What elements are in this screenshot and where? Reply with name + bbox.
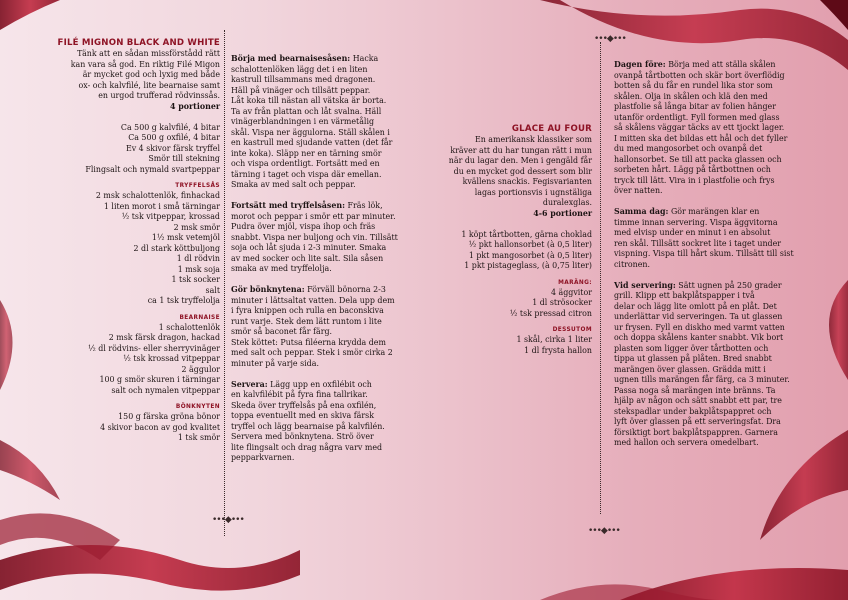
instruction-line — [231, 212, 409, 223]
instruction-line — [231, 243, 409, 254]
ingredient-item: Ev 4 skivor färsk tryffel — [125, 143, 220, 153]
subheading-bearnaise: BEARNAISE — [179, 314, 220, 321]
ingredient-item: Ca 500 g kalvfilé, 4 bitar — [120, 122, 220, 132]
ingredient-item: ½ tsk krossad vitpeppar — [123, 354, 220, 363]
instruction-heading: Samma dag: — [614, 207, 669, 216]
ingredient-item: Flingsalt och nymald svartpeppar — [85, 164, 220, 174]
ingredient-item: 1 liten morot i små tärningar — [103, 201, 220, 211]
instruction-line — [231, 201, 409, 212]
ornament-divider: •••◆••• — [594, 34, 626, 44]
instruction-text: med elvisp under en minut i en absolut — [614, 228, 771, 237]
ingredient-list — [46, 412, 220, 444]
instruction-text: morot och peppar i smör ett par minuter. — [231, 211, 396, 221]
instruction-text: marängen över glassen. Grädda mitt i — [614, 364, 766, 374]
instruction-line — [231, 380, 409, 391]
instruction-section — [614, 60, 798, 197]
instruction-line — [614, 281, 798, 292]
instruction-text: du med mangosorbet och ovanpå det — [614, 144, 763, 153]
instruction-text: lite flingsalt och drag några varv med — [231, 442, 383, 452]
ingredient-item: 1½ msk vetemjöl — [151, 233, 220, 242]
instruction-section — [614, 281, 798, 449]
ingredient-list — [419, 230, 592, 272]
instruction-line — [231, 117, 409, 128]
instruction-text: I mitten ska det bildas ett hål och det fyller — [614, 133, 788, 143]
instruction-text: en kalvfilébit på fyra fina tallrikar. — [231, 390, 368, 399]
instruction-line — [614, 134, 798, 145]
ingredient-item: ½ pkt hallonsorbet (à 0,5 liter) — [468, 240, 592, 249]
instruction-line — [231, 233, 409, 244]
recipe-intro — [419, 135, 592, 209]
instruction-line — [614, 165, 798, 176]
instruction-section — [231, 54, 409, 191]
instruction-text: tärning i taget och vispa där emellan. — [231, 169, 382, 179]
ingredient-item: 1 schalottenlök — [158, 322, 220, 332]
instruction-line — [614, 102, 798, 113]
instruction-text: tryck till lätt. Vira in i plastfolie och frys — [614, 175, 775, 185]
ingredient-item: 2 msk färsk dragon, hackad — [108, 333, 220, 342]
instruction-text: med hallon och servera omedelbart. — [614, 438, 759, 447]
instruction-line — [614, 312, 798, 323]
intro-line: är mycket god och lyxig med både — [82, 70, 220, 79]
instruction-line — [614, 396, 798, 407]
ingredient-item: 1 dl strösocker — [532, 298, 592, 307]
instruction-text: ren skål. Tillsätt sockret lite i taget under — [614, 238, 782, 248]
instruction-text: Fräs lök, — [345, 201, 383, 210]
ingredient-list — [46, 323, 220, 397]
instruction-text: citronen. — [614, 259, 650, 269]
instruction-text: Pudra över mjöl, vispa ihop och fräs — [231, 222, 376, 231]
instruction-line — [231, 401, 409, 412]
ornament-divider: •••◆••• — [212, 515, 244, 525]
instruction-text: snabbt. Vispa ner buljong och vin. Tillsätt — [231, 232, 398, 242]
instruction-line — [231, 96, 409, 107]
intro-line: kvällens snackis. Fegisvarianten — [462, 177, 592, 186]
instruction-text: smör så baconet får färg. — [231, 327, 333, 336]
intro-line: kräver att du har tungan rätt i mun — [450, 145, 592, 155]
instruction-text: minuter på varje sida. — [231, 358, 319, 368]
instruction-text: toppa eventuellt med en skiva färsk — [231, 411, 374, 420]
instruction-text: Häll på vinäger och tillsätt peppar. — [231, 85, 371, 95]
subheading-dessutom: DESSUTOM — [552, 327, 592, 333]
ingredient-list — [46, 191, 220, 307]
instruction-line — [231, 222, 409, 233]
instruction-text: försiktigt bort bakplåtspappren. Garnera — [614, 427, 778, 437]
instruction-line — [614, 113, 798, 124]
instruction-heading: Vid servering: — [614, 280, 676, 290]
ingredient-item: ca 1 tsk tryffelolja — [147, 296, 220, 305]
ingredient-item: Smör till stekning — [148, 154, 220, 163]
instruction-text: Skeda över tryffelsås på ena oxfilén, — [231, 400, 377, 410]
instruction-line — [614, 228, 798, 239]
instruction-line — [231, 338, 409, 349]
instruction-text: hallonsorbet. Se till att packa glassen och — [614, 154, 782, 164]
instruction-line — [231, 107, 409, 118]
instruction-text: Passa noga så marängen inte bränns. Ta — [614, 385, 776, 395]
instruction-line — [614, 323, 798, 334]
recipe-title: FILÉ MIGNON BLACK AND WHITE — [57, 38, 220, 48]
instruction-line — [231, 254, 409, 265]
instruction-line — [614, 417, 798, 428]
ingredient-item: 2 dl stark köttbuljong — [133, 243, 220, 253]
instruction-line — [231, 327, 409, 338]
instruction-line — [231, 348, 409, 359]
instruction-line — [614, 207, 798, 218]
instruction-heading: Fortsätt med tryffelsåsen: — [231, 201, 346, 210]
instruction-text: och vispa ordentligt. Fortsätt med en — [231, 159, 380, 168]
instruction-line — [614, 176, 798, 187]
instruction-line — [231, 443, 409, 454]
ingredient-list — [419, 288, 592, 320]
instruction-line — [231, 432, 409, 443]
intro-line: när du lagar den. Men i gengäld får — [448, 156, 592, 165]
ingredient-item: 2 msk smör — [173, 222, 220, 232]
instruction-line — [614, 155, 798, 166]
ingredient-item: 1 skål, cirka 1 liter — [516, 335, 592, 344]
instruction-text: tippa ut glassen på plåten. Bred snabbt — [614, 354, 772, 363]
ingredient-item: 2 äggulor — [181, 364, 220, 374]
instruction-text: kastrull tillsammans med dragonen. — [231, 75, 376, 84]
instruction-line — [614, 365, 798, 376]
instruction-line — [614, 92, 798, 103]
instruction-text: grill. Klipp ett bakplåtspapper i två — [614, 291, 755, 300]
instruction-text: och doppa skålens kanter snabbt. Vik bort — [614, 333, 784, 342]
ingredient-item: 1 dl rödvin — [176, 254, 220, 263]
instruction-line — [231, 75, 409, 86]
subheading-marang: MARÄNG: — [558, 279, 592, 286]
ingredient-item: 4 äggvitor — [550, 287, 592, 297]
instruction-text: Gör marängen klar en — [668, 207, 760, 216]
portions: 4 portioner — [170, 101, 220, 111]
instruction-line — [231, 317, 409, 328]
instruction-line — [231, 86, 409, 97]
instruction-text: Ta av från plattan och låt svalna. Häll — [231, 106, 382, 116]
ingredient-item: 2 msk schalottenlök, finhackad — [95, 191, 220, 200]
instruction-text: Servera med bönknytena. Strö över — [231, 432, 374, 441]
instruction-line — [231, 138, 409, 149]
ingredient-item: salt — [205, 285, 220, 295]
instruction-text: ugnen tills marängen får färg, ca 3 minuter. — [614, 375, 790, 384]
ingredient-item: 150 g färska gröna bönor — [118, 412, 220, 421]
ingredient-item: 1 pkt mangosorbet (à 0,5 liter) — [468, 250, 592, 260]
instruction-line — [231, 453, 409, 464]
instruction-section — [231, 285, 409, 369]
subheading-tryffelsas: TRYFFELSÅS — [175, 183, 220, 189]
instruction-text: över natten. — [614, 186, 663, 195]
instruction-text: Lägg upp en oxfilébit och — [267, 379, 372, 389]
ingredient-item: 1 pkt pistageglass, (à 0,75 liter) — [464, 261, 592, 270]
instruction-text: Förväll bönorna 2-3 — [304, 285, 386, 294]
instruction-text: Låt koka till nästan all vätska är borta. — [231, 96, 387, 105]
instruction-text: underlättar vid serveringen. Ta ut glassen — [614, 312, 783, 321]
instruction-line — [614, 144, 798, 155]
instruction-text: tryffel och lägg bearnaise på kalvfilén. — [231, 421, 385, 431]
intro-line: kan vara så god. En riktig Filé Migon — [70, 59, 220, 69]
ingredient-item: ½ dl rödvins- eller sherryvinäger — [88, 343, 220, 353]
ingredient-item: 1 dl frysta hallon — [524, 345, 592, 355]
instruction-line — [614, 291, 798, 302]
ingredient-item: ½ tsk pressad citron — [509, 308, 592, 318]
instruction-line — [231, 411, 409, 422]
ingredient-item: 1 tsk socker — [171, 275, 220, 284]
ingredients-column-glace — [419, 124, 592, 356]
instruction-line — [614, 81, 798, 92]
intro-line: du en mycket god dessert som blir — [453, 166, 592, 176]
ornament-divider: •••◆••• — [588, 526, 620, 536]
ingredient-item: 100 g smör skuren i tärningar — [99, 375, 220, 384]
recipe-title: GLACE AU FOUR — [511, 124, 592, 134]
instruction-line — [231, 359, 409, 370]
portions: 4-6 portioner — [533, 208, 592, 218]
ingredient-item: salt och nymalen vitpeppar — [111, 385, 220, 395]
instruction-line — [614, 239, 798, 250]
instruction-line — [231, 180, 409, 191]
instruction-line — [614, 333, 798, 344]
ingredients-column-filet — [46, 38, 220, 444]
instruction-line — [614, 386, 798, 397]
ingredient-item: 1 köpt tårtbotten, gärna choklad — [461, 229, 592, 239]
instruction-line — [614, 249, 798, 260]
instruction-text: så skålens väggar täcks av ett tjockt lager. — [614, 123, 785, 132]
instruction-text: vinägerblandningen i en värmetålig — [231, 117, 375, 126]
instruction-line — [614, 218, 798, 229]
instructions-column-glace — [614, 60, 798, 459]
instruction-text: stekspadlar under bakplåtspappret och — [614, 406, 772, 416]
instruction-line — [231, 149, 409, 160]
instruction-line — [231, 264, 409, 275]
instruction-text: Hacka — [350, 54, 379, 63]
instruction-line — [231, 285, 409, 296]
instructions-column-filet — [231, 54, 409, 474]
instruction-text: utanför ordentligt. Fyll formen med glass — [614, 112, 780, 122]
intro-line: Tänk att en sådan missförstådd rätt — [77, 49, 220, 58]
instruction-text: runt varje. Stek dem lätt runtom i lite — [231, 316, 382, 326]
instruction-text: med salt och peppar. Stek i smör cirka 2 — [231, 348, 393, 357]
instruction-section — [231, 380, 409, 464]
instruction-line — [614, 354, 798, 365]
instruction-line — [231, 296, 409, 307]
ingredient-item: 1 msk soja — [177, 264, 220, 274]
instruction-line — [614, 428, 798, 439]
instruction-line — [614, 407, 798, 418]
instruction-line — [614, 123, 798, 134]
instruction-text: en kastrull med sjudande vatten (det får — [231, 138, 393, 147]
instruction-text: skålen. Olja in skålen och klä den med — [614, 91, 768, 101]
instruction-line — [614, 438, 798, 449]
instruction-line — [614, 260, 798, 271]
instruction-line — [614, 344, 798, 355]
intro-line: lagas portionsvis i ugnstäliga — [474, 187, 592, 197]
instruction-text: Sätt ugnen på 250 grader — [675, 280, 782, 290]
instruction-line — [614, 375, 798, 386]
instruction-section — [614, 207, 798, 270]
instruction-text: Börja med att ställa skålen — [665, 60, 776, 69]
column-divider-left — [224, 30, 226, 536]
instruction-text: smaka av med tryffelolja. — [231, 264, 332, 273]
ingredient-item: ½ tsk vitpeppar, krossad — [121, 212, 220, 221]
ingredient-list — [46, 123, 220, 176]
intro-line: En amerikansk klassiker som — [474, 135, 592, 144]
instruction-text: botten så du får en rundel lika stor som — [614, 81, 773, 90]
instruction-text: minuter i lättsaltat vatten. Dela upp dem — [231, 295, 395, 305]
instruction-line — [231, 159, 409, 170]
instruction-text: inte koka). Släpp ner en tärning smör — [231, 148, 382, 158]
instruction-text: ovanpå tårtbotten och skär bort överflödig — [614, 70, 785, 80]
instruction-line — [614, 302, 798, 313]
intro-line: duralexglas. — [542, 198, 592, 207]
instruction-text: plasten som ligger över tårtbotten och — [614, 343, 769, 353]
ingredient-item: Ca 500 g oxfilé, 4 bitar — [128, 133, 220, 142]
instruction-section — [231, 201, 409, 275]
instruction-text: pepparkvarnen. — [231, 453, 295, 462]
instruction-heading: Gör bönknytena: — [231, 285, 305, 294]
instruction-heading: Servera: — [231, 379, 268, 389]
instruction-line — [231, 128, 409, 139]
instruction-text: Stek köttet: Putsa filéerna krydda dem — [231, 337, 386, 347]
instruction-text: av med socker och lite salt. Sila såsen — [231, 253, 384, 263]
instruction-text: schalottenlöken lägg det i en liten — [231, 64, 368, 74]
instruction-line — [231, 390, 409, 401]
ingredient-item: 4 skivor bacon av god kvalitet — [100, 422, 220, 432]
instruction-text: Smaka av med salt och peppar. — [231, 180, 356, 189]
instruction-line — [614, 186, 798, 197]
instruction-text: plastfolie så långa bitar av folien hänger — [614, 102, 776, 111]
ingredient-item: 1 tsk smör — [177, 433, 220, 442]
instruction-text: ur frysen. Fyll en diskho med varmt vatten — [614, 322, 785, 332]
ingredient-list — [419, 335, 592, 356]
instruction-line — [614, 71, 798, 82]
instruction-text: soja och låt sjuda i 2-3 minuter. Smaka — [231, 243, 387, 252]
subheading-bonknyten: BÖNKNYTEN — [175, 404, 220, 410]
instruction-text: timme innan servering. Vispa äggvitorna — [614, 217, 778, 227]
instruction-text: skål. Vispa ner äggulorna. Ställ skålen i — [231, 127, 390, 137]
instruction-text: hjälp av någon och sätt snabbt ett par, tre — [614, 396, 782, 405]
instruction-heading: Dagen före: — [614, 60, 666, 69]
instruction-line — [231, 170, 409, 181]
instruction-line — [614, 60, 798, 71]
intro-line: en urgod trufferad rödvinssås. — [98, 91, 220, 100]
intro-line: ox- och kalvfilé, lite bearnaise samt — [78, 80, 220, 90]
instruction-heading: Börja med bearnaisesåsen: — [231, 54, 351, 63]
column-divider-right — [600, 42, 602, 514]
instruction-line — [231, 65, 409, 76]
instruction-line — [231, 422, 409, 433]
instruction-text: sorbeten hårt. Lägg på tårtbottnen och — [614, 165, 771, 174]
instruction-text: i fyra knippen och rulla en baconskiva — [231, 306, 384, 315]
instruction-line — [231, 54, 409, 65]
instruction-text: delar och lägg lite omlott på en plåt. Det — [614, 301, 777, 311]
instruction-text: vispning. Vispa till hårt skum. Tillsätt till sist — [614, 249, 794, 258]
instruction-text: lyft över glassen på ett serveringsfat. Dra — [614, 417, 781, 426]
instruction-line — [231, 306, 409, 317]
recipe-intro — [46, 49, 220, 102]
